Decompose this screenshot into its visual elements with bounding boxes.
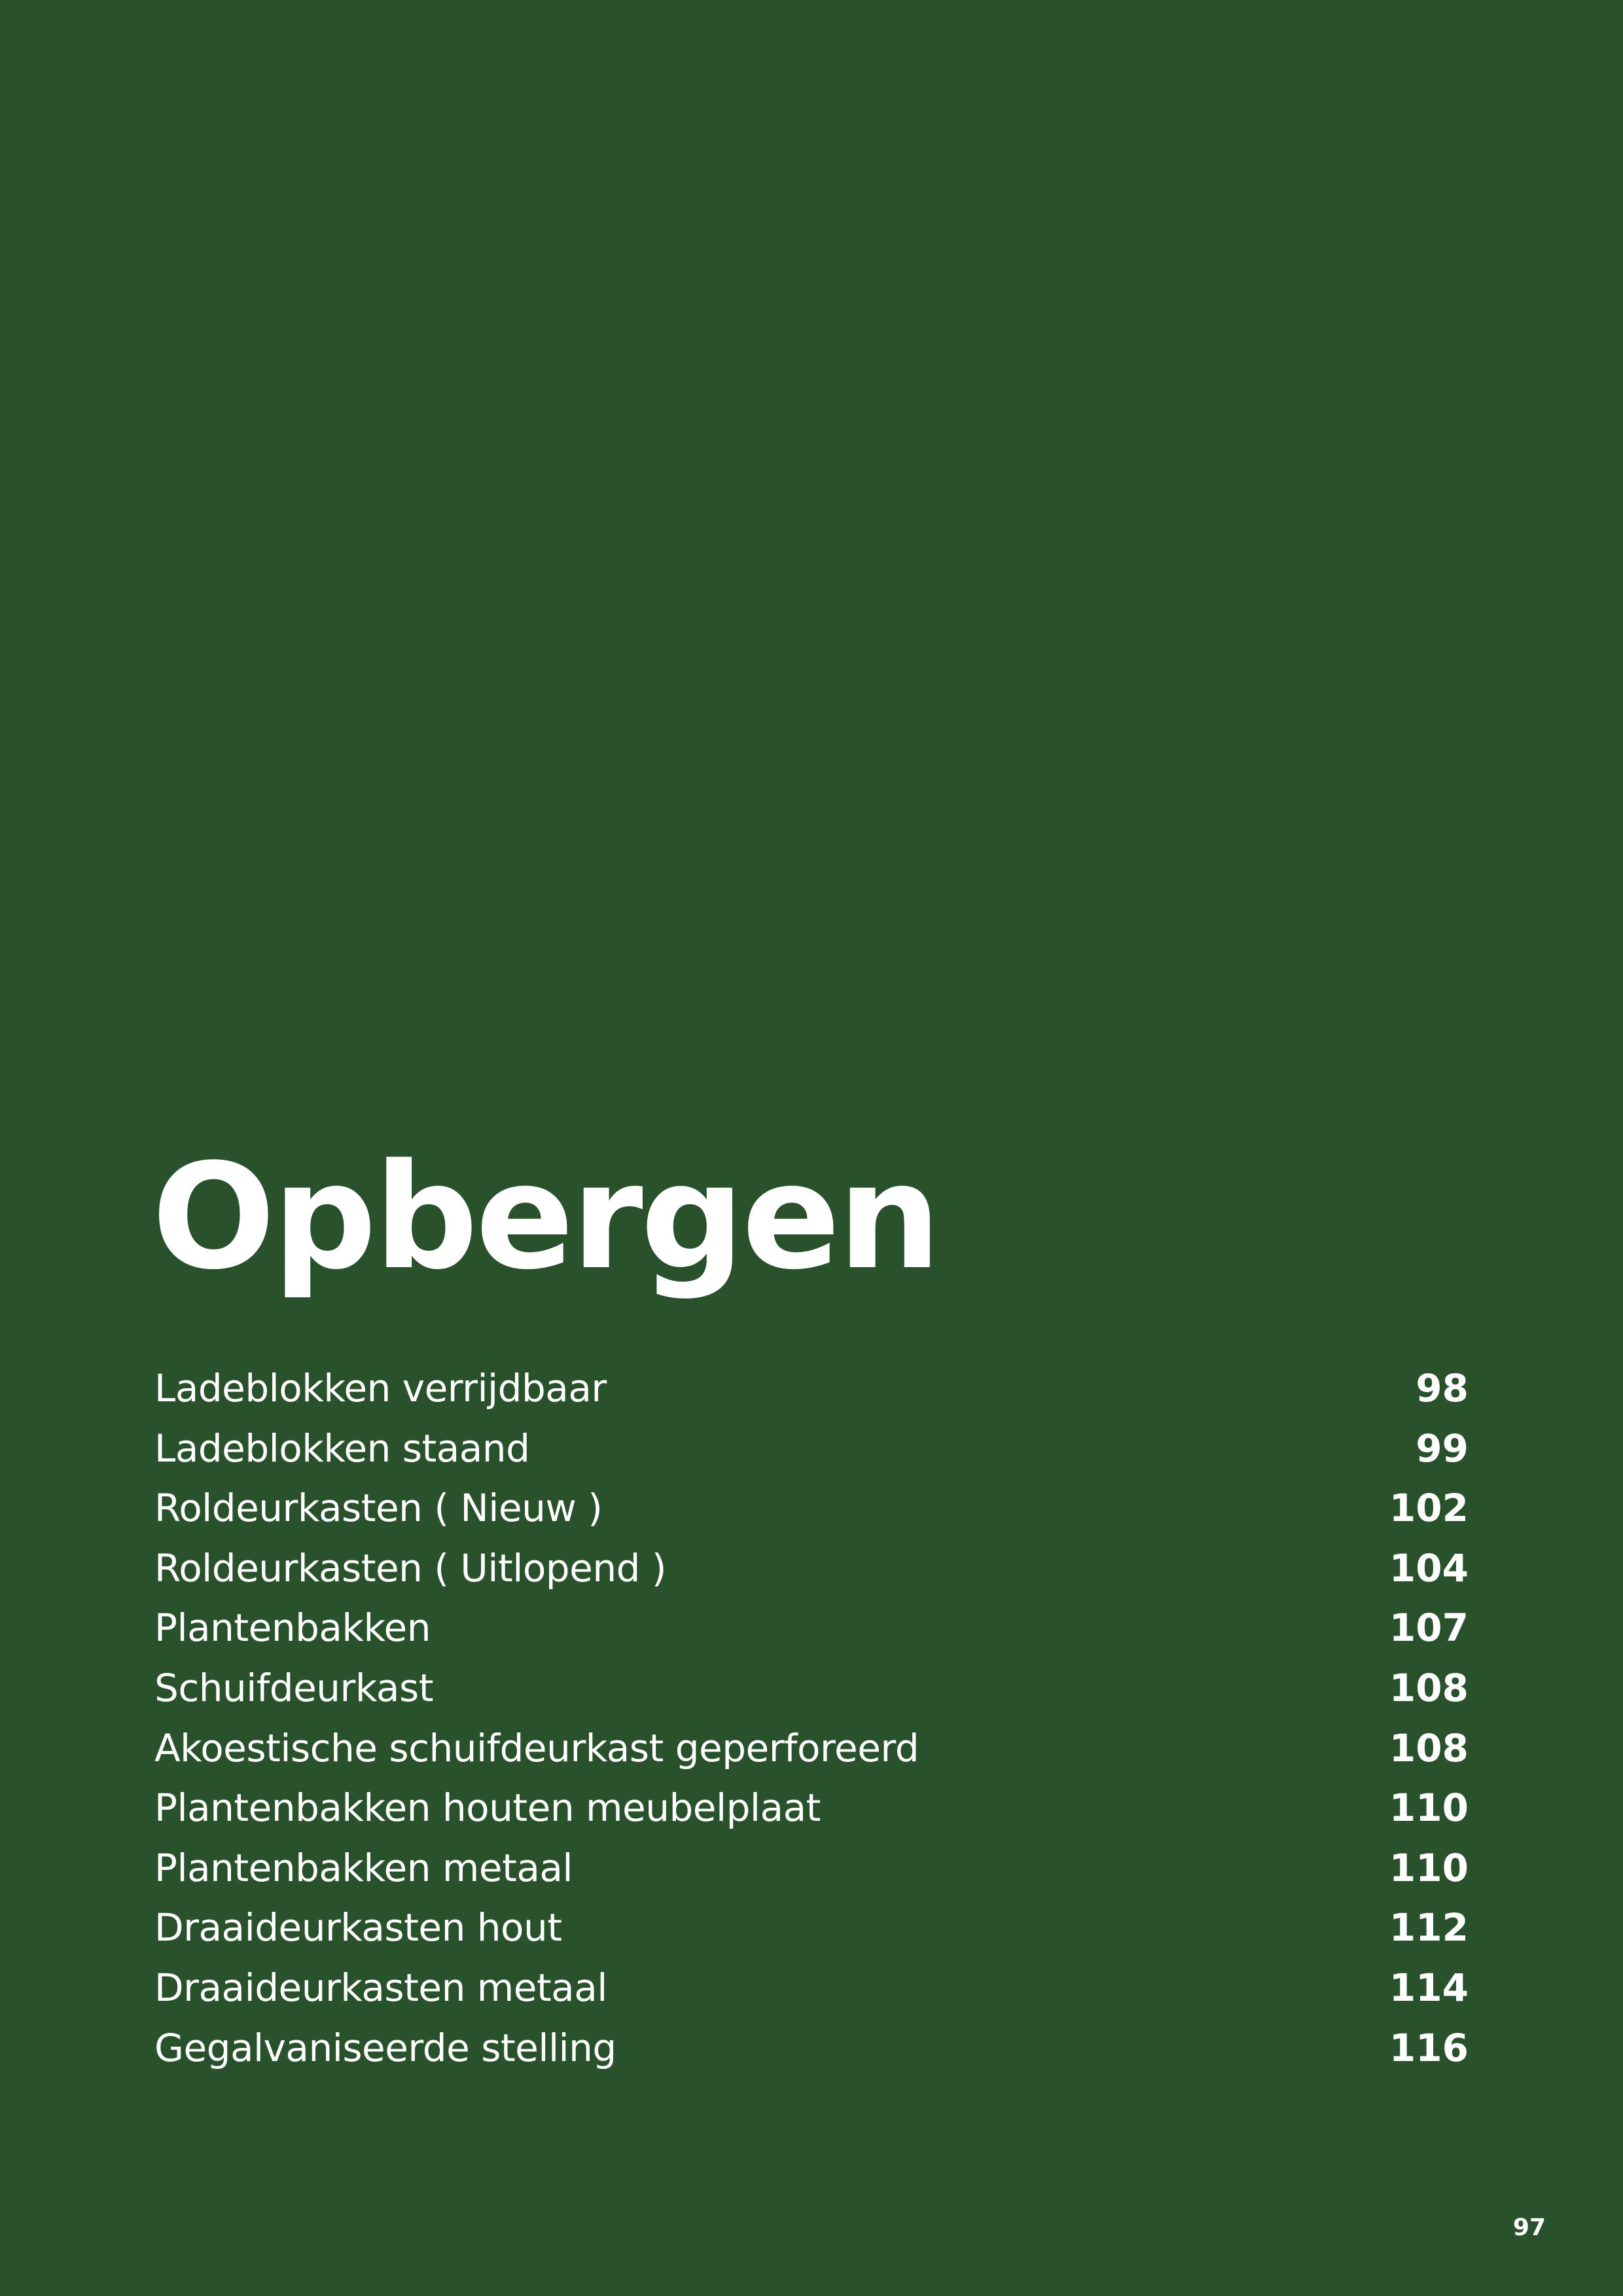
toc-item-label: Plantenbakken houten meubelplaat <box>154 1785 821 1831</box>
toc-item-label: Akoestische schuifdeurkast geperforeerd <box>154 1725 919 1770</box>
toc-item-page-number: 104 <box>1389 1545 1469 1590</box>
toc-item-draaideurkasten-hout <box>154 1898 1469 1958</box>
toc-item-page-number: 98 <box>1416 1366 1469 1410</box>
toc-item-label: Roldeurkasten ( Uitlopend ) <box>154 1545 666 1590</box>
toc-item-label: Draaideurkasten metaal <box>154 1965 607 2010</box>
toc-item-roldeurkasten-nieuw <box>154 1479 1469 1539</box>
toc-item-roldeurkasten-uitlopend <box>154 1539 1469 1599</box>
toc-item-page-number: 102 <box>1389 1486 1469 1531</box>
toc-item-plantenbakken <box>154 1598 1469 1659</box>
table-of-contents <box>154 1359 1469 2078</box>
toc-item-label: Schuifdeurkast <box>154 1665 433 1710</box>
toc-item-page-number: 108 <box>1389 1665 1469 1710</box>
toc-item-page-number: 114 <box>1389 1965 1469 2010</box>
toc-item-page-number: 110 <box>1389 1845 1469 1890</box>
toc-item-akoestische-schuifdeurkast <box>154 1719 1469 1779</box>
toc-item-label: Gegalvaniseerde stelling <box>154 2025 616 2070</box>
toc-item-page-number: 107 <box>1389 1605 1469 1651</box>
toc-item-label: Plantenbakken <box>154 1605 431 1651</box>
toc-item-page-number: 110 <box>1389 1785 1469 1831</box>
toc-item-label: Plantenbakken metaal <box>154 1845 573 1890</box>
toc-item-schuifdeurkast <box>154 1659 1469 1719</box>
toc-item-plantenbakken-metaal <box>154 1839 1469 1899</box>
toc-item-page-number: 112 <box>1389 1905 1469 1950</box>
toc-item-ladeblokken-staand <box>154 1419 1469 1479</box>
toc-item-page-number: 116 <box>1389 2025 1469 2070</box>
section-title: Opbergen <box>152 1133 939 1302</box>
toc-item-gegalvaniseerde-stelling <box>154 2018 1469 2079</box>
toc-item-label: Roldeurkasten ( Nieuw ) <box>154 1486 603 1531</box>
toc-item-plantenbakken-houten-meubelplaat <box>154 1778 1469 1839</box>
toc-item-page-number: 108 <box>1389 1725 1469 1770</box>
page-number: 97 <box>1512 2214 1546 2241</box>
toc-item-label: Draaideurkasten hout <box>154 1905 562 1950</box>
toc-item-label: Ladeblokken verrijdbaar <box>154 1366 607 1410</box>
toc-item-page-number: 99 <box>1416 1426 1469 1471</box>
toc-item-label: Ladeblokken staand <box>154 1426 530 1471</box>
toc-item-draaideurkasten-metaal <box>154 1958 1469 2018</box>
toc-item-ladeblokken-verrijdbaar <box>154 1359 1469 1419</box>
